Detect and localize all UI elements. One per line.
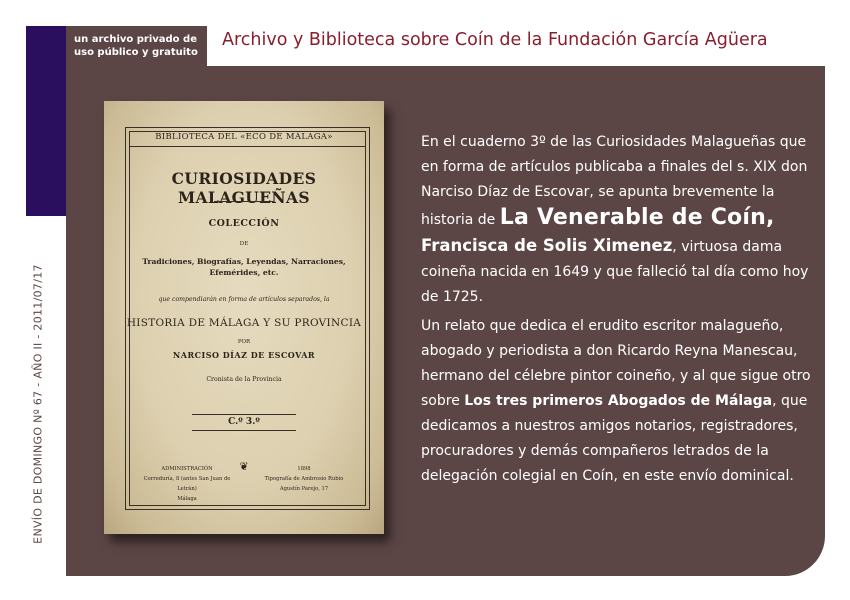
ornament-icon: ❦ (239, 460, 249, 473)
venerable-highlight: La Venerable de Coín, (499, 205, 775, 230)
side-caption: ENVÍO DE DOMINGO Nº 67 - AÑO II - 2011/07/17 (31, 264, 45, 544)
book-volume: C.º 3.º (228, 417, 260, 427)
purple-accent-block (26, 26, 66, 216)
book-author: NARCISO DÍAZ DE ESCOVAR (172, 350, 316, 360)
paragraph-1-text: En el cuaderno 3º de las Curiosidades Malagueñas que en forma de artículos publicaba a finales del s. XIX don Narciso Díaz de Escovar, se apunta brevemente la historia de (421, 134, 808, 228)
book-printer (254, 464, 354, 494)
paragraph-2-text: Un relato que dedica el erudito escritor malagueño, abogado y periodista a don Ricardo Reyna Manescau, hermano del célebre pintor coineño, y al que sigue otro sobre (421, 318, 811, 409)
paragraph-1-tail: , virtuosa dama coineña nacida en 1649 y que falleció tal día como hoy de 1725. (421, 239, 809, 305)
book-history: HISTORIA DE MÁLAGA Y SU PROVINCIA (126, 317, 362, 329)
tagline-line-1: un archivo privado de (74, 34, 197, 45)
book-por: POR (237, 339, 251, 345)
book-subjects-line-1: Tradiciones, Biografías, Leyendas, Narraciones, (142, 257, 346, 266)
header-title: Archivo y Biblioteca sobre Coín de la Fundación García Agüera (222, 30, 768, 50)
book-rule (192, 430, 296, 431)
book-rule (192, 414, 296, 415)
tagline-box (66, 26, 207, 66)
book-title: CURIOSIDADES MALAGUEÑAS (171, 169, 317, 207)
book-printer-address: Agustín Parejo, 17 (279, 486, 329, 492)
book-italic-line: que compendiarán en forma de artículos separados, la (158, 296, 330, 303)
book-de: DE (239, 241, 249, 247)
paragraph-2 (421, 314, 813, 489)
book-subjects-line-2: Efemérides, etc. (209, 268, 279, 277)
book-rule (129, 146, 366, 147)
book-admin-city: Málaga (177, 496, 197, 502)
book-rule (214, 201, 274, 202)
book-author-role: Cronista de la Provincia (206, 376, 282, 383)
name-highlight: Francisca de Solis Ximenez (421, 236, 673, 255)
tagline-line-2: uso público y gratuito (74, 47, 198, 58)
paragraph-1 (421, 130, 813, 310)
article-body (421, 130, 813, 489)
book-admin-label: ADMINISTRACIÓN (161, 466, 213, 472)
book-admin-address: Correduría, 8 (antes San Juan de Letrán) (143, 476, 231, 492)
book-printer-name: Tipografía de Ambrosio Rubio (264, 476, 344, 482)
book-collection: COLECCIÓN (208, 218, 280, 229)
book-year: 1898 (297, 466, 311, 472)
abogados-highlight: Los tres primeros Abogados de Málaga (464, 393, 773, 409)
paragraph-2-tail: , que dedicamos a nuestros amigos notarios, registradores, procuradores y demás compañeros letrados de la delegación colegial en Coín, en este envío dominical. (421, 393, 808, 484)
book-administration (142, 464, 232, 504)
book-series: BIBLIOTECA DEL «ECO DE MÁLAGA» (155, 132, 333, 142)
book-cover-image (104, 101, 384, 534)
